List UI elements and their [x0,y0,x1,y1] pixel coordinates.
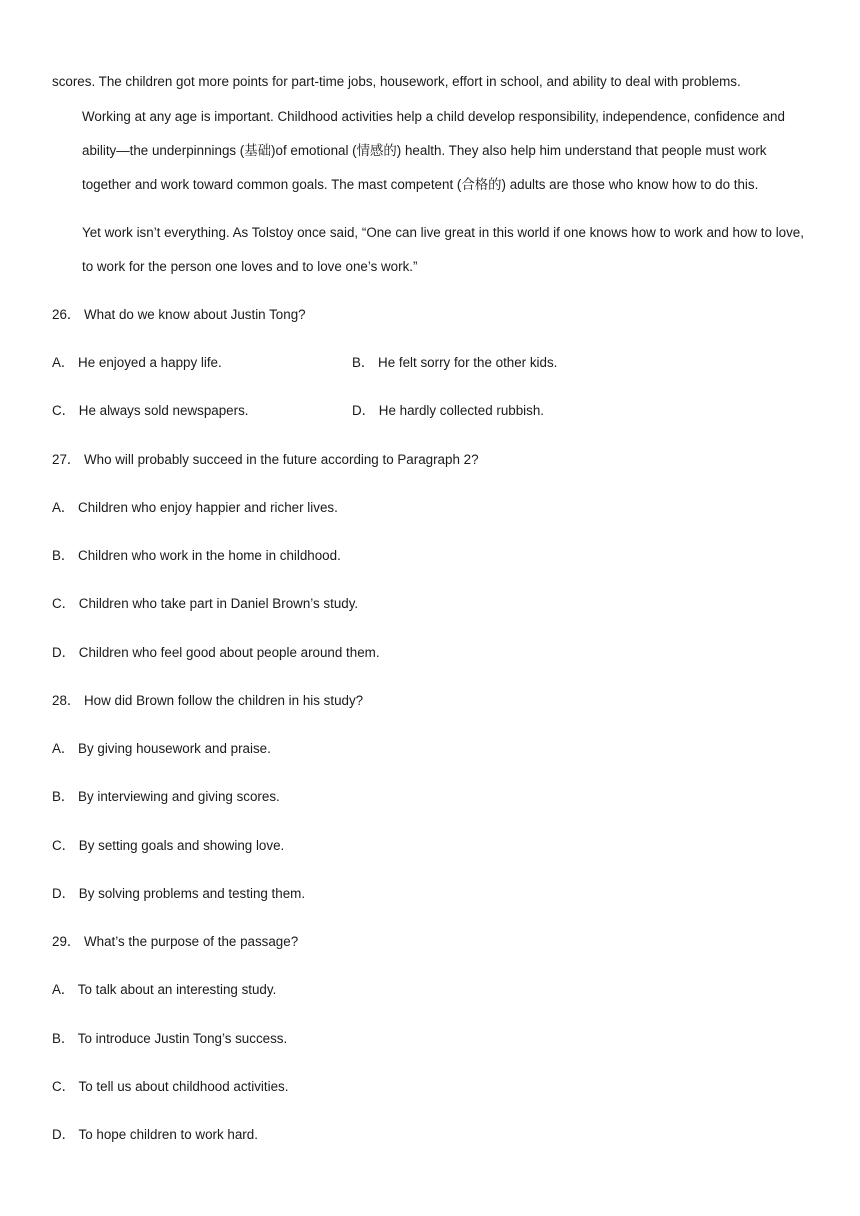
question-28-option-d: D． By solving problems and testing them. [52,886,306,901]
question-27-option-c: C． Children who take part in Daniel Brown’s study. [52,596,359,611]
question-29-option-a: A． To talk about an interesting study. [52,982,277,997]
question-27-option-b: B． Children who work in the home in childhood. [52,548,341,563]
question-27-option-d: D． Children who feel good about people around them. [52,645,380,660]
question-26-option-a: A． He enjoyed a happy life. [52,355,222,370]
question-26-option-c: C． He always sold newspapers. [52,403,249,418]
passage-paragraph-continued: scores. The children got more points for part-time jobs, housework, effort in school, and ability to deal with problems. [52,74,741,90]
question-29-option-c: C． To tell us about childhood activities. [52,1079,289,1094]
question-26-option-b: B． He felt sorry for the other kids. [352,355,558,370]
question-28-option-b: B． By interviewing and giving scores. [52,789,280,804]
question-26-option-d: D． He hardly collected rubbish. [352,403,545,418]
question-29-option-d: D． To hope children to work hard. [52,1127,258,1142]
question-27-option-a: A． Children who enjoy happier and richer lives. [52,500,338,515]
question-29-option-b: B． To introduce Justin Tong’s success. [52,1031,288,1046]
question-27-stem: 27． Who will probably succeed in the future according to Paragraph 2? [52,452,479,467]
passage-paragraph-tolstoy: Yet work isn’t everything. As Tolstoy once said, “One can live great in this world if one knows how to work and how to love, to work for the person one loves and to love one’s work.” [82,225,804,274]
question-28-stem: 28． How did Brown follow the children in his study? [52,693,364,708]
question-28-option-c: C． By setting goals and showing love. [52,838,285,853]
question-29-stem: 29． What’s the purpose of the passage? [52,934,299,949]
question-28-option-a: A． By giving housework and praise. [52,741,271,756]
passage-paragraph-working: Working at any age is important. Childhood activities help a child develop responsibility, independence, confidence and ability—the underpinnings (基础)of emotional (情感的) health. They also help him understand that people must work together and work toward common goals. The mast competent (合格的) adults are those who know how to do this. [82,109,785,192]
question-26-stem: 26． What do we know about Justin Tong? [52,307,306,322]
